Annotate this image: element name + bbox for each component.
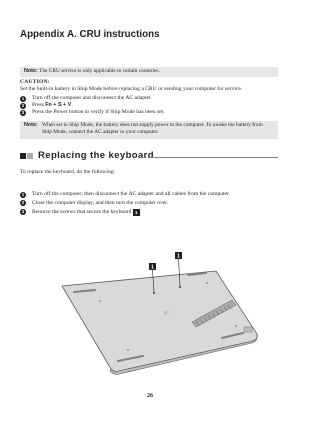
section-title: Replacing the keyboard xyxy=(38,150,154,161)
step-number-badge: 2 xyxy=(21,102,25,108)
page-title: Appendix A. CRU instructions xyxy=(20,29,160,40)
screw-icon xyxy=(206,282,208,284)
screw-icon xyxy=(235,325,237,327)
caution-title: CAUTION: xyxy=(20,79,50,85)
step-text: Turn off the computer and disconnect the AC adapter. xyxy=(32,95,153,101)
battery-label xyxy=(244,327,252,332)
step-number-badge: 3 xyxy=(21,209,25,215)
note-label: Note: xyxy=(24,68,38,74)
step-number-badge: 1 xyxy=(21,95,25,101)
step-text: Press the Power button to verify if Ship Mode has been set. xyxy=(32,109,165,116)
note-label: Note: xyxy=(24,122,38,128)
screw-icon xyxy=(99,300,101,302)
step-text: Press xyxy=(32,102,46,109)
note-text: The CRU service is only applicable to certain countries. xyxy=(37,68,160,74)
page-number: 26 xyxy=(147,393,153,399)
step-number-badge: 3 xyxy=(21,110,25,115)
step-number-badge: 2 xyxy=(21,200,25,206)
step-text-suffix: . xyxy=(139,208,142,215)
step-text-suffix: . xyxy=(71,102,73,109)
step-number-badge: 1 xyxy=(21,191,25,197)
caution-text: Set the built-in battery in Ship Mode before replacing a CRU or sending your computer for service. xyxy=(20,86,243,93)
callout-badge-inline: 1 xyxy=(133,209,140,216)
step-text: Remove the screws that secure the keyboard xyxy=(32,208,133,215)
callout-label: 1 xyxy=(177,253,180,260)
step-text: Close the computer display, and then turn the computer over. xyxy=(32,199,169,206)
step-text: Turn off the computer; then disconnect the AC adapter and all cables from the computer. xyxy=(32,191,231,197)
screw-icon xyxy=(179,286,181,288)
intro-text: To replace the keyboard, do the following: xyxy=(20,169,116,175)
screw-icon xyxy=(153,292,155,294)
note-text: When set in Ship Mode, the battery does not supply power to the computer. To awake the battery from Ship Mode, connect the AC adapter to your computer. xyxy=(42,122,263,135)
key-combination: Fn + S + V xyxy=(45,102,72,109)
laptop-bottom-cover xyxy=(62,271,257,371)
screw-icon xyxy=(127,349,129,351)
callout-label: 1 xyxy=(151,264,154,271)
